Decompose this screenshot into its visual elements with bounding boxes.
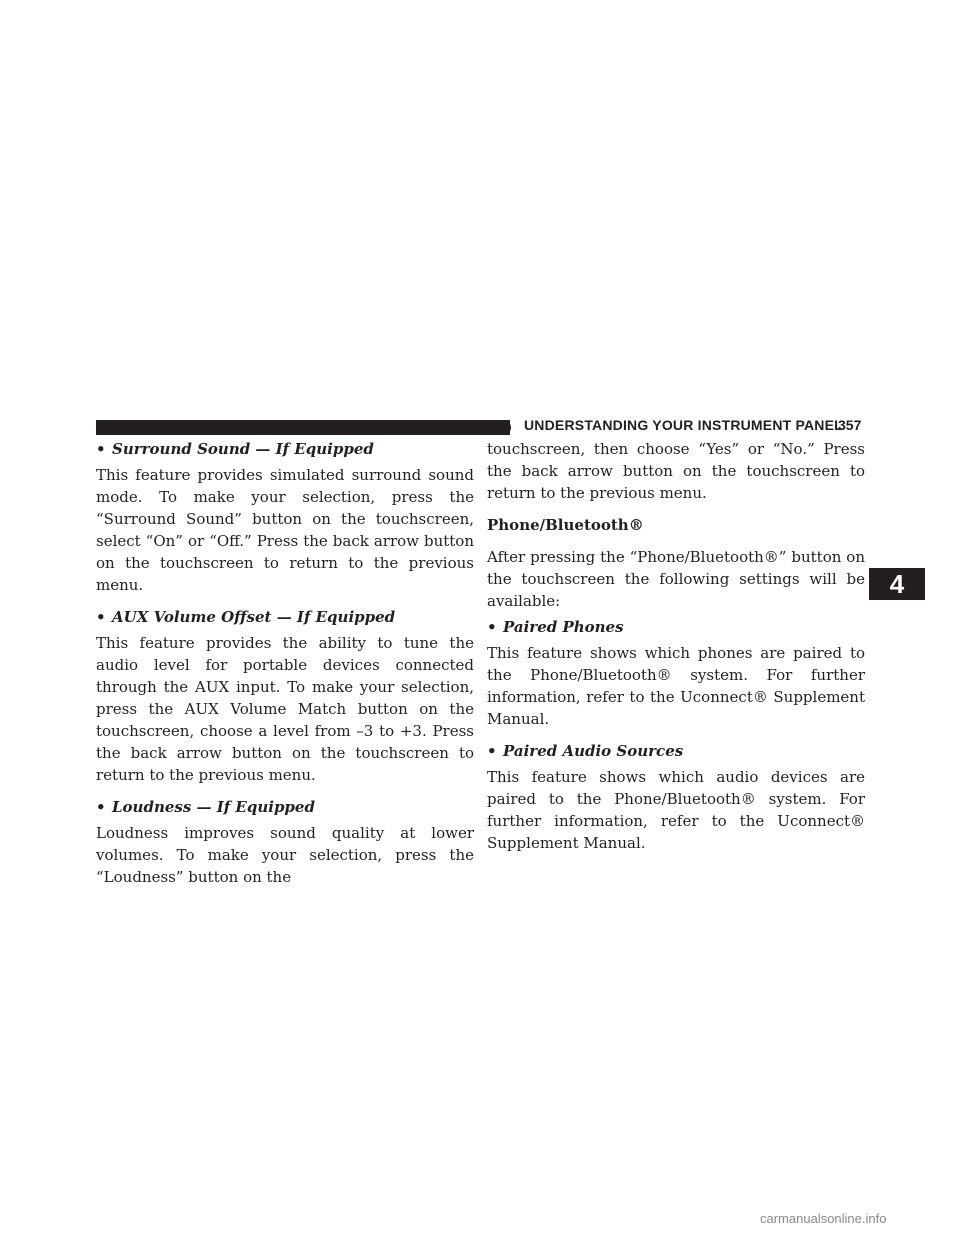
bullet-surround-sound: • Surround Sound — If Equipped: [96, 438, 474, 460]
loudness-text: Loudness improves sound quality at lower volumes. To make your selection, press the “Loudness” button on the: [96, 824, 474, 886]
phone-bluetooth-intro: After pressing the “Phone/Bluetooth®” button on the touchscreen the following settings will be available:: [487, 548, 865, 610]
right-column: [487, 438, 865, 854]
surround-sound-text: This feature provides simulated surround sound mode. To make your selection, press the “Surround Sound” button on the touchscreen, select “On” or “Off.” Press the back arrow button on the touchscreen to return to the previous menu.: [96, 466, 474, 594]
section-title: UNDERSTANDING YOUR INSTRUMENT PANEL: [524, 417, 843, 433]
paired-audio-sources-text: This feature shows which audio devices are paired to the Phone/Bluetooth® system. For further information, refer to the Uconnect® Supplement Manual.: [487, 768, 865, 852]
chapter-tab: 4: [869, 568, 925, 600]
page-number: 357: [838, 417, 862, 433]
header-bar: [96, 420, 510, 435]
continuation-text: touchscreen, then choose “Yes” or “No.” Press the back arrow button on the touchscreen to return to the previous menu.: [487, 440, 865, 502]
phone-bluetooth-heading: Phone/Bluetooth®: [487, 516, 644, 534]
bullet-paired-audio-sources: • Paired Audio Sources: [487, 740, 865, 762]
bullet-paired-phones: • Paired Phones: [487, 616, 865, 638]
left-column: [96, 438, 474, 888]
paired-phones-text: This feature shows which phones are paired to the Phone/Bluetooth® system. For further information, refer to the Uconnect® Supplement Manual.: [487, 644, 865, 728]
aux-volume-offset-text: This feature provides the ability to tune the audio level for portable devices connected through the AUX input. To make your selection, press the AUX Volume Match button on the touchscreen, choose a level from –3 to +3. Press the back arrow button on the touchscreen to return to the previous menu.: [96, 634, 474, 784]
bullet-aux-volume-offset: • AUX Volume Offset — If Equipped: [96, 606, 474, 628]
bullet-loudness: • Loudness — If Equipped: [96, 796, 474, 818]
footer-watermark[interactable]: carmanualsonline.info: [760, 1211, 887, 1226]
